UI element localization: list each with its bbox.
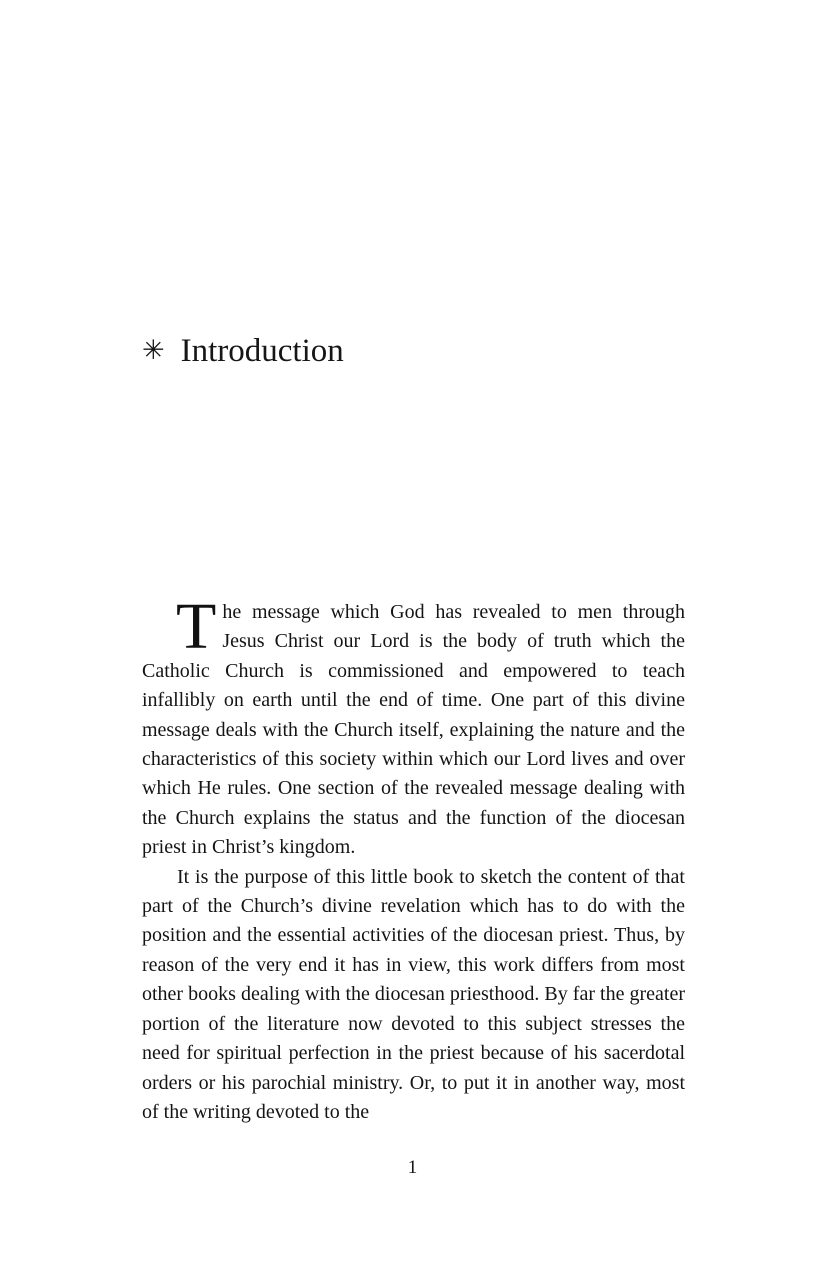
drop-cap: T xyxy=(176,590,217,663)
paragraph xyxy=(142,863,685,1128)
page-number: 1 xyxy=(407,1157,418,1178)
chapter-title: Introduction xyxy=(180,333,344,369)
asterisk-ornament-icon: ✳ xyxy=(142,335,165,366)
paragraph-text: It is the purpose of this little book to sketch the content of that part of the Church’s divine revelation which has to do with the position and the essential activities of the diocesan priest. Thus, by reason of the very end it has in view, this work differs from most other books dealing with the diocesan priesthood. By far the greater portion of the literature now devoted to this subject stresses the need for spiritual perfection in the priest because of his sacerdotal orders or his parochial ministry. Or, to put it in another way, most of the writing devoted to the xyxy=(142,865,685,1123)
paragraph xyxy=(142,590,685,863)
chapter-heading xyxy=(142,331,344,373)
body-text xyxy=(142,590,685,1127)
paragraph-text: he message which God has revealed to men through Jesus Christ our Lord is the body of truth which the Catholic Church is commissioned and empowered to teach infallibly on earth until the end of time. One part of this divine message deals with the Church itself, explaining the nature and the characteristics of this society within which our Lord lives and over which He rules. One section of the revealed message dealing with the Church explains the status and the function of the diocesan priest in Christ’s kingdom. xyxy=(142,601,685,859)
